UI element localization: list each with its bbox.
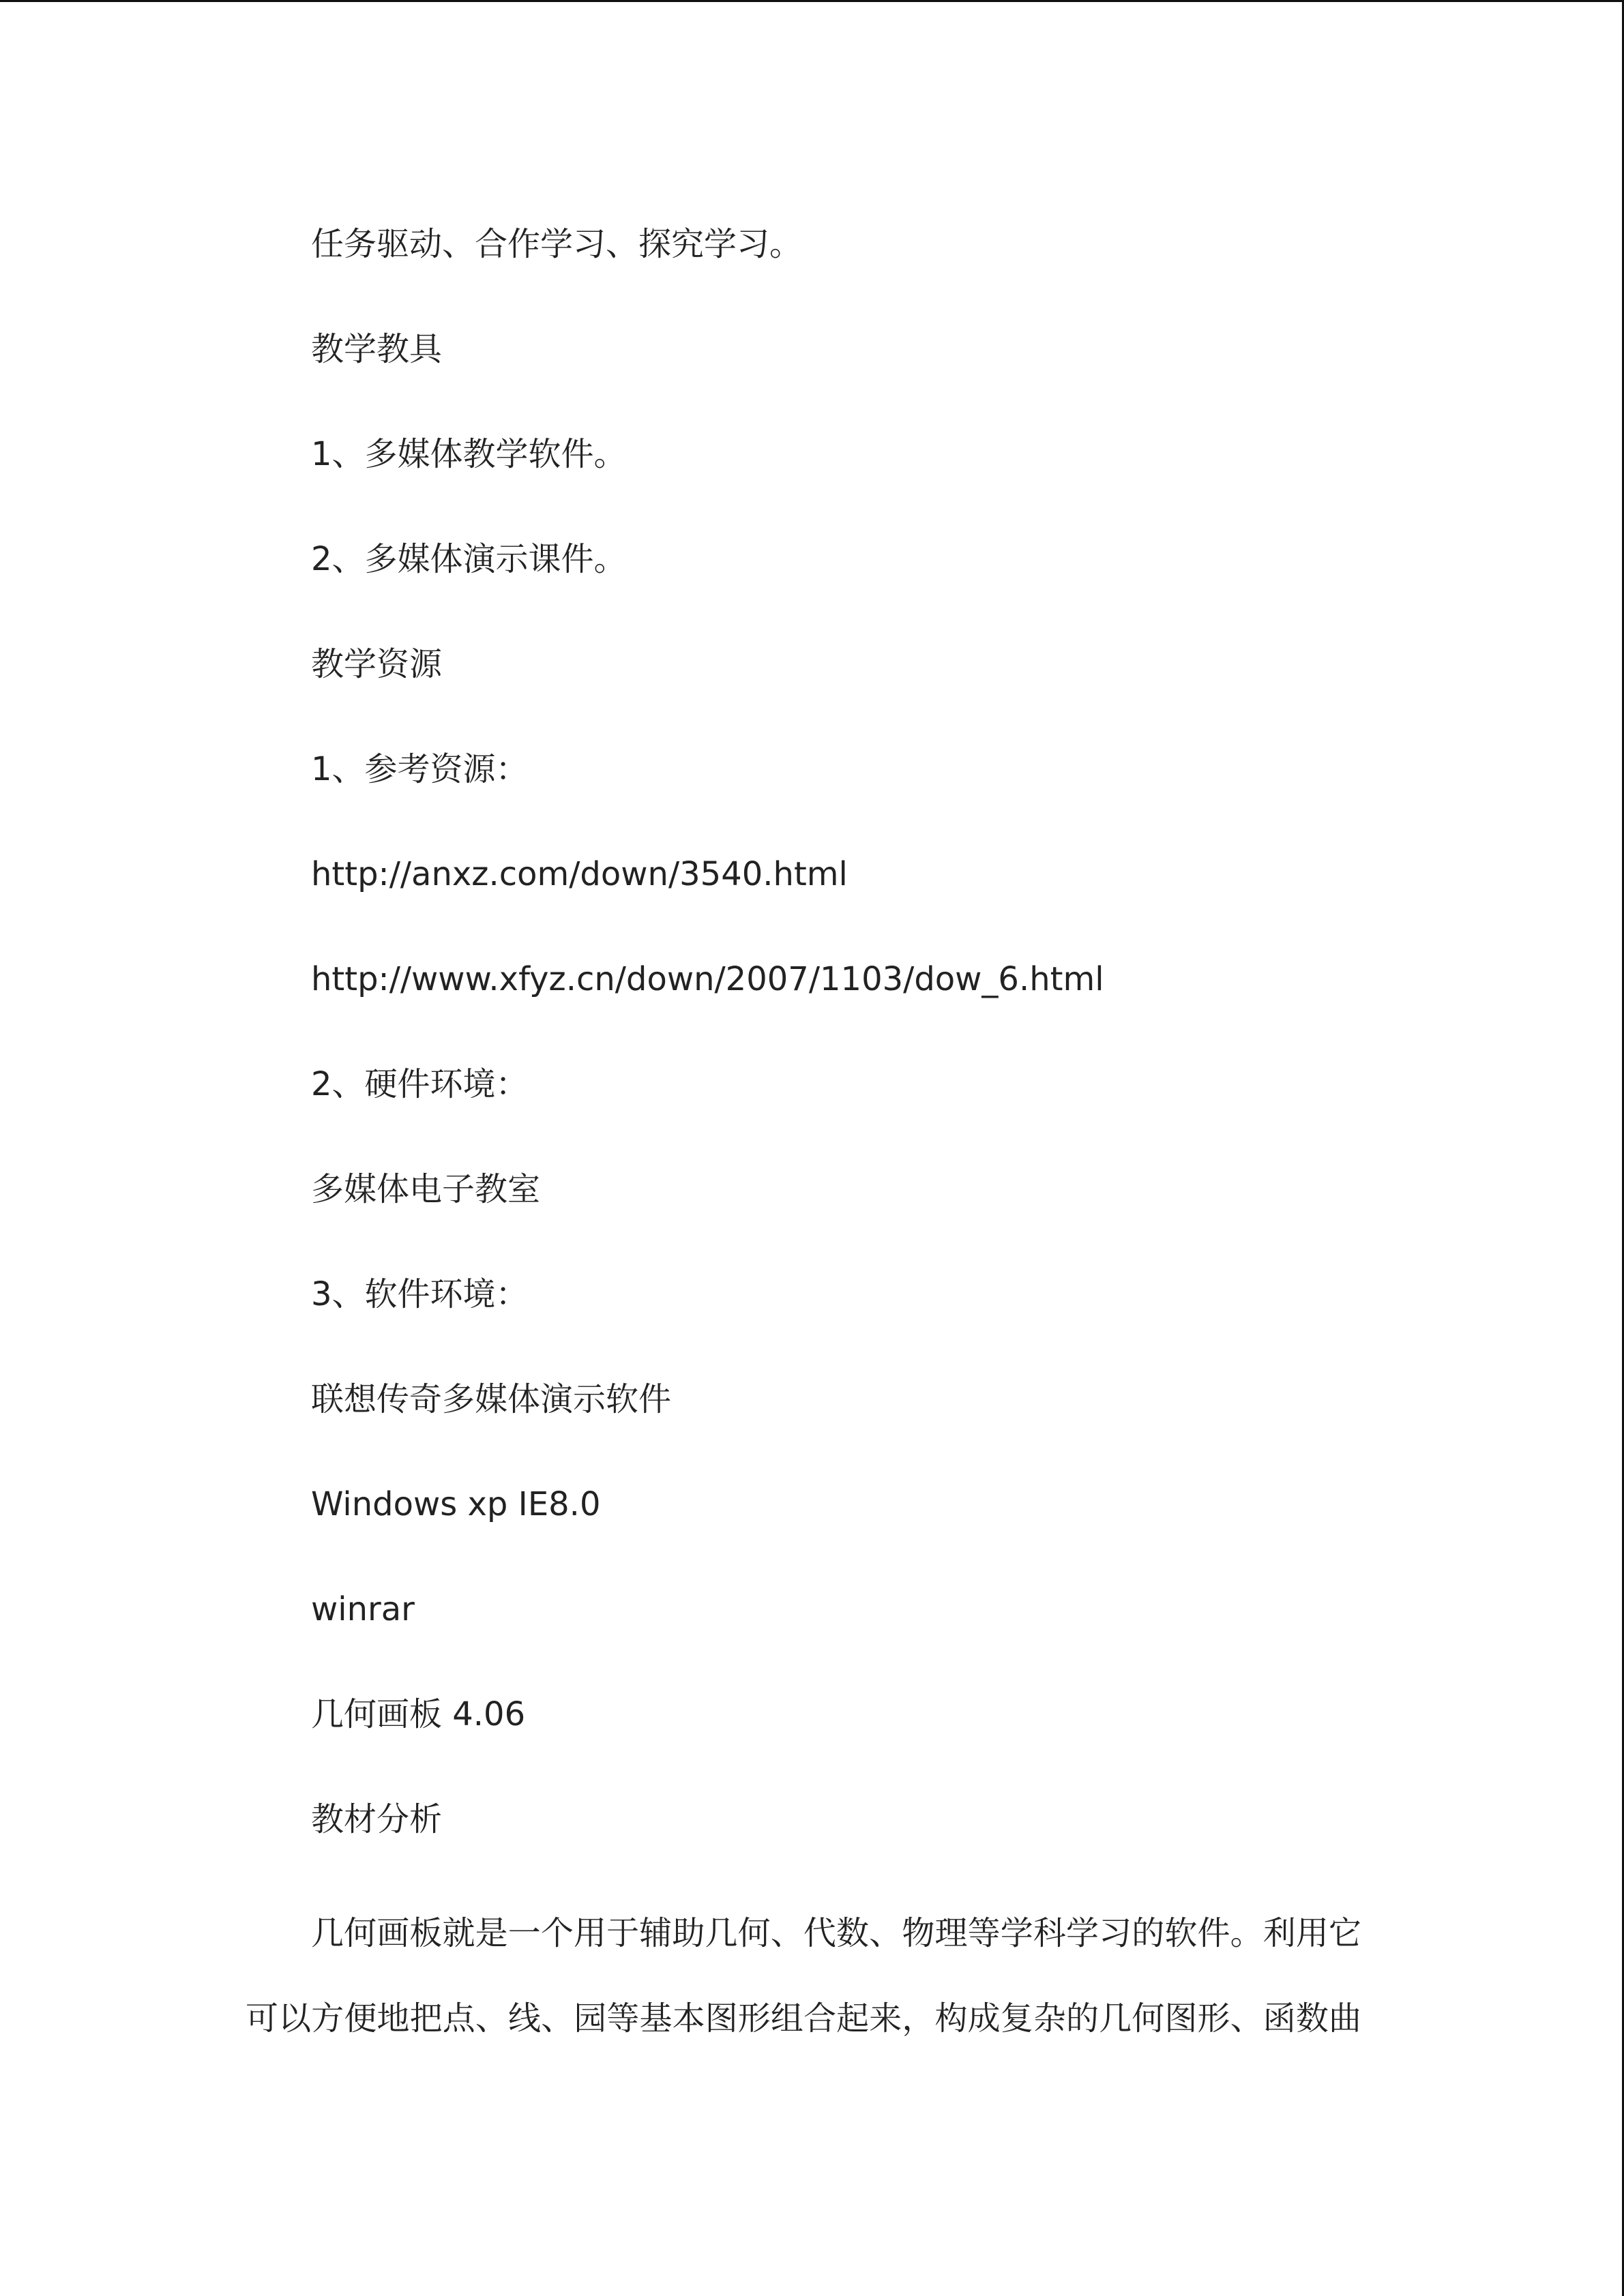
paragraph-line-2: 可以方便地把点、线、园等基本图形组合起来，构成复杂的几何图形、函数曲 [246,1999,1361,2038]
software-item-4: 几何画板 4.06 [311,1695,526,1733]
hardware-environment-value: 多媒体电子教室 [311,1170,541,1208]
software-item-3: winrar [311,1590,415,1628]
reference-link-1: http://anxz.com/down/3540.html [311,855,848,893]
teaching-tools-heading: 教学教具 [311,330,443,368]
textbook-analysis-heading: 教材分析 [311,1800,443,1838]
tool-item-1: 1、多媒体教学软件。 [311,435,627,473]
software-environment-label: 3、软件环境： [311,1275,529,1313]
teaching-resources-heading: 教学资源 [311,645,443,683]
paragraph-line-1: 几何画板就是一个用于辅助几何、代数、物理等学科学习的软件。利用它 [311,1914,1361,1952]
software-item-2: Windows xp IE8.0 [311,1485,601,1523]
software-item-1: 联想传奇多媒体演示软件 [311,1380,672,1418]
hardware-environment-label: 2、硬件环境： [311,1065,529,1103]
tool-item-2: 2、多媒体演示课件。 [311,540,627,578]
reference-resources-label: 1、参考资源： [311,750,529,788]
teaching-method-text: 任务驱动、合作学习、探究学习。 [311,225,803,263]
reference-link-2: http://www.xfyz.cn/down/2007/1103/dow_6.html [311,960,1104,998]
